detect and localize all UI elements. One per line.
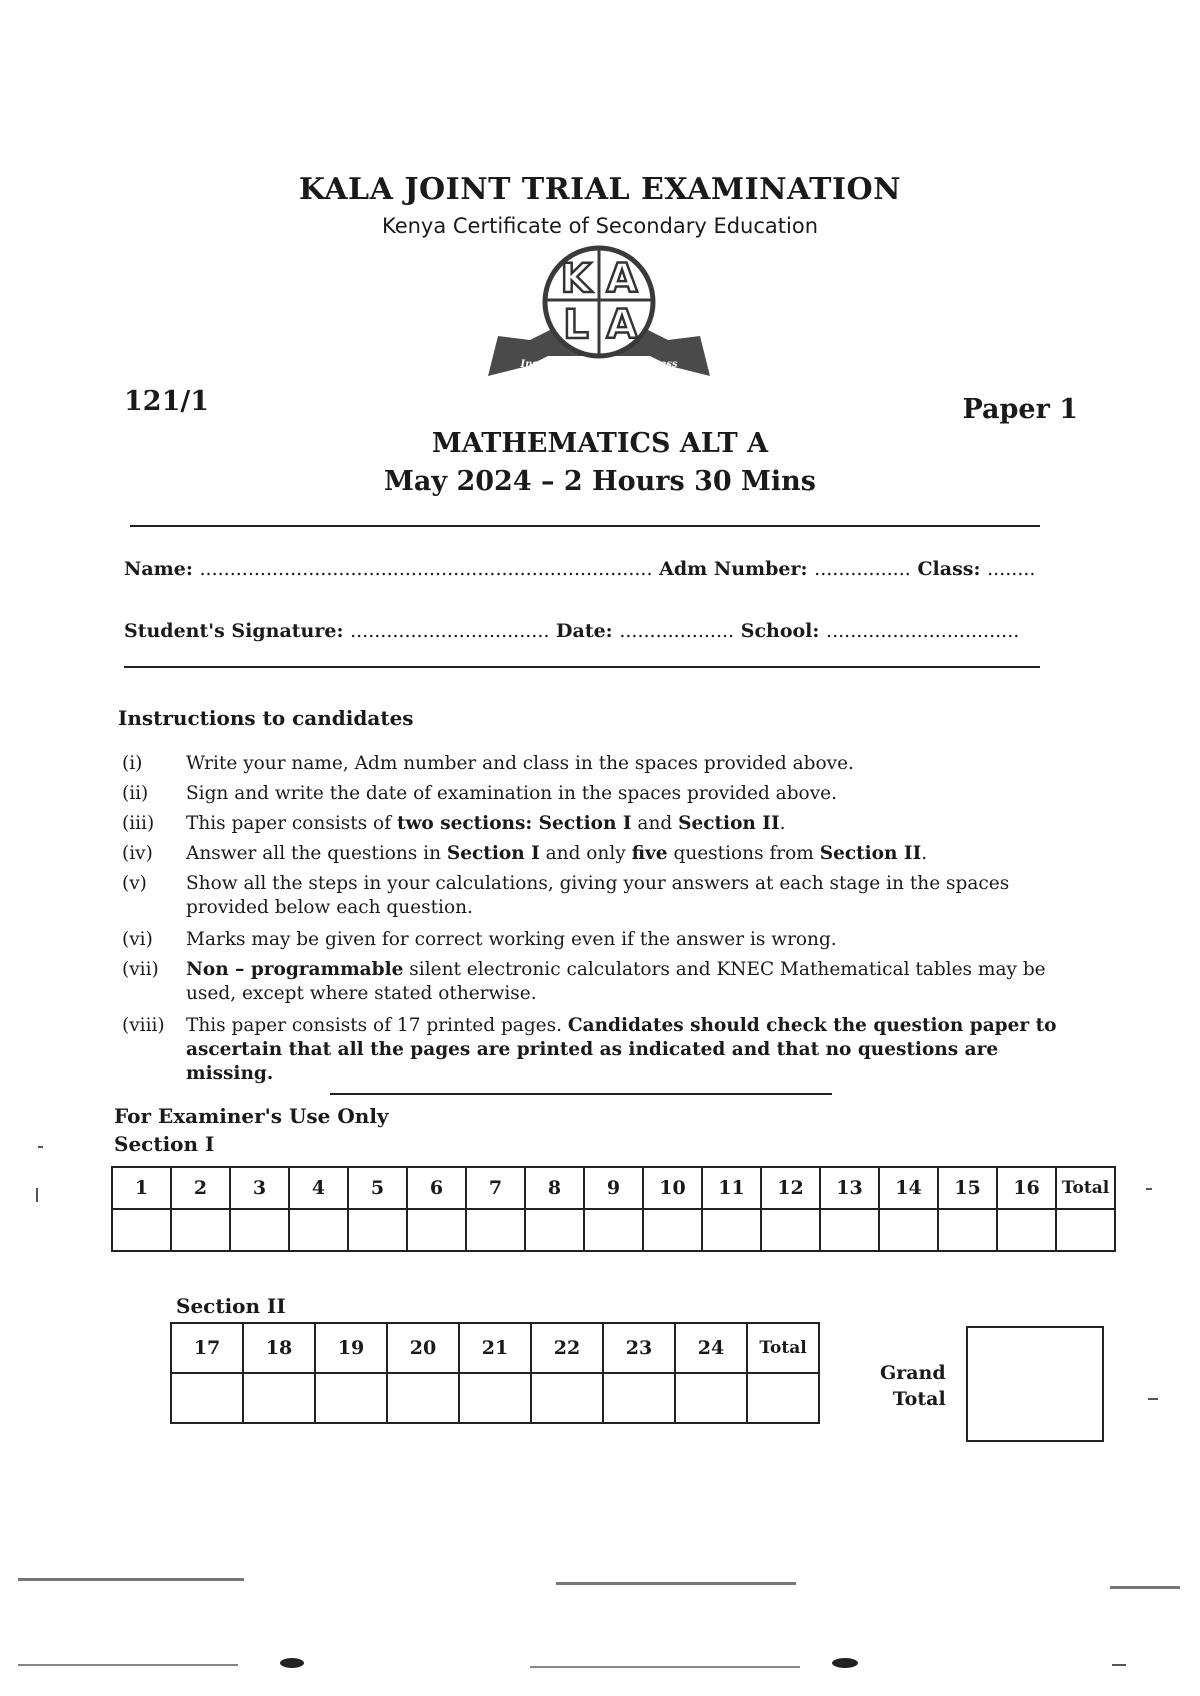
section1-header-cell: 7 bbox=[466, 1167, 525, 1209]
section1-header-cell: Total bbox=[1056, 1167, 1115, 1209]
school-field[interactable]: ................................ bbox=[826, 620, 1020, 642]
section1-score-cell[interactable] bbox=[643, 1209, 702, 1251]
section2-header-cell: 19 bbox=[315, 1323, 387, 1373]
section2-score-cell[interactable] bbox=[171, 1373, 243, 1423]
date-label: Date: bbox=[556, 620, 613, 642]
section1-score-cell[interactable] bbox=[230, 1209, 289, 1251]
paper-number: Paper 1 bbox=[962, 394, 1078, 425]
section2-header-cell: 18 bbox=[243, 1323, 315, 1373]
section1-header-cell: 11 bbox=[702, 1167, 761, 1209]
instruction-number: (vi) bbox=[122, 929, 153, 950]
instructions-heading: Instructions to candidates bbox=[118, 706, 414, 730]
section1-score-cell[interactable] bbox=[702, 1209, 761, 1251]
logo-letter: K bbox=[560, 256, 592, 302]
section1-header-cell: 1 bbox=[112, 1167, 171, 1209]
adm-label: Adm Number: bbox=[659, 558, 808, 580]
subject-title: MATHEMATICS ALT A bbox=[431, 428, 769, 459]
instruction-number: (i) bbox=[122, 753, 143, 774]
section2-score-cell[interactable] bbox=[603, 1373, 675, 1423]
paper-code: 121/1 bbox=[124, 386, 210, 417]
signature-field[interactable]: ................................. bbox=[350, 620, 550, 642]
scan-speck bbox=[530, 1666, 800, 1668]
signature-label: Student's Signature: bbox=[124, 620, 344, 642]
name-row bbox=[124, 558, 1035, 580]
scan-speck bbox=[18, 1578, 244, 1581]
section2-score-cell[interactable] bbox=[459, 1373, 531, 1423]
logo-letter: A bbox=[606, 256, 638, 302]
class-label: Class: bbox=[917, 558, 981, 580]
section2-header-cell: 17 bbox=[171, 1323, 243, 1373]
instruction-number: (vii) bbox=[122, 959, 159, 980]
grand-total-label bbox=[880, 1360, 946, 1412]
scan-speck bbox=[1146, 1188, 1152, 1190]
grand-total-box[interactable] bbox=[966, 1326, 1104, 1442]
section1-score-cell[interactable] bbox=[171, 1209, 230, 1251]
kala-logo bbox=[488, 244, 710, 382]
section1-header-cell: 13 bbox=[820, 1167, 879, 1209]
instruction-number: (ii) bbox=[122, 783, 149, 804]
exam-title: KALA JOINT TRIAL EXAMINATION bbox=[298, 172, 902, 207]
section1-score-cell[interactable] bbox=[879, 1209, 938, 1251]
section2-score-cell[interactable] bbox=[531, 1373, 603, 1423]
section1-score-cell[interactable] bbox=[820, 1209, 879, 1251]
section1-score-cell[interactable] bbox=[289, 1209, 348, 1251]
section2-header-cell: 22 bbox=[531, 1323, 603, 1373]
section1-header-cell: 10 bbox=[643, 1167, 702, 1209]
section1-header-cell: 8 bbox=[525, 1167, 584, 1209]
section2-score-cell[interactable] bbox=[387, 1373, 459, 1423]
section1-header-cell: 14 bbox=[879, 1167, 938, 1209]
section1-score-cell[interactable] bbox=[112, 1209, 171, 1251]
instruction-text: Show all the steps in your calculations, giving your answers at each stage in the spaces provided below each question. bbox=[186, 873, 1010, 918]
scan-speck bbox=[832, 1658, 858, 1668]
instruction-text: This paper consists of 17 printed pages. Candidates should check the question paper to ascertain that all the pages are printed as indicated and that no questions are missing. bbox=[186, 1015, 1057, 1084]
section1-score-cell[interactable] bbox=[348, 1209, 407, 1251]
logo-motto: Inspiring Academic Success bbox=[520, 359, 678, 370]
section1-header-cell: 12 bbox=[761, 1167, 820, 1209]
examiner-heading: For Examiner's Use Only bbox=[114, 1104, 389, 1128]
section2-score-table bbox=[170, 1322, 820, 1424]
divider bbox=[124, 666, 1040, 668]
divider bbox=[330, 1093, 832, 1095]
scan-speck bbox=[556, 1582, 796, 1585]
section1-header-cell: 9 bbox=[584, 1167, 643, 1209]
instruction-number: (viii) bbox=[122, 1015, 165, 1036]
name-field[interactable]: ........................................................................... bbox=[199, 558, 653, 580]
instruction-text: Answer all the questions in Section I and only five questions from Section II. bbox=[186, 843, 928, 864]
section1-score-cell[interactable] bbox=[584, 1209, 643, 1251]
scan-speck bbox=[18, 1664, 238, 1666]
section2-score-cell[interactable] bbox=[315, 1373, 387, 1423]
section1-header-cell: 4 bbox=[289, 1167, 348, 1209]
date-field[interactable]: ................... bbox=[619, 620, 735, 642]
instruction-number: (v) bbox=[122, 873, 147, 894]
section1-score-cell[interactable] bbox=[466, 1209, 525, 1251]
certificate-title: Kenya Certificate of Secondary Education bbox=[381, 214, 819, 238]
scan-speck bbox=[1148, 1398, 1158, 1400]
grand-total-label-line: Grand bbox=[880, 1362, 946, 1384]
section2-header-cell: 20 bbox=[387, 1323, 459, 1373]
scan-speck bbox=[280, 1658, 304, 1668]
grand-total-label-line: Total bbox=[892, 1388, 946, 1410]
instruction-text: Marks may be given for correct working even if the answer is wrong. bbox=[186, 929, 837, 950]
section2-score-cell[interactable] bbox=[243, 1373, 315, 1423]
section1-header-cell: 6 bbox=[407, 1167, 466, 1209]
instruction-number: (iii) bbox=[122, 813, 155, 834]
name-label: Name: bbox=[124, 558, 193, 580]
section1-header-cell: 15 bbox=[938, 1167, 997, 1209]
section1-score-cell[interactable] bbox=[1056, 1209, 1115, 1251]
class-field[interactable]: ........ bbox=[987, 558, 1036, 580]
section1-score-cell[interactable] bbox=[997, 1209, 1056, 1251]
scan-speck bbox=[36, 1188, 38, 1202]
signature-row bbox=[124, 620, 1019, 642]
instruction-text: This paper consists of two sections: Section I and Section II. bbox=[186, 813, 786, 834]
section2-header-cell: 23 bbox=[603, 1323, 675, 1373]
logo-letter: L bbox=[563, 302, 589, 348]
scan-speck bbox=[1110, 1586, 1180, 1589]
section2-score-cell[interactable] bbox=[747, 1373, 819, 1423]
adm-field[interactable]: ................ bbox=[814, 558, 911, 580]
instruction-number: (iv) bbox=[122, 843, 153, 864]
divider bbox=[130, 525, 1040, 527]
section1-score-cell[interactable] bbox=[525, 1209, 584, 1251]
scan-speck bbox=[1112, 1664, 1126, 1666]
section2-score-cell[interactable] bbox=[675, 1373, 747, 1423]
instruction-text: Non – programmable silent electronic calculators and KNEC Mathematical tables may be used, except where stated otherwise. bbox=[186, 959, 1046, 1004]
instruction-text: Write your name, Adm number and class in the spaces provided above. bbox=[186, 753, 854, 774]
section1-score-table bbox=[111, 1166, 1116, 1252]
section2-header-cell: 24 bbox=[675, 1323, 747, 1373]
section1-score-cell[interactable] bbox=[407, 1209, 466, 1251]
logo-letter: A bbox=[606, 302, 638, 348]
section2-label: Section II bbox=[176, 1294, 286, 1318]
scan-speck bbox=[38, 1146, 43, 1148]
section1-score-cell[interactable] bbox=[761, 1209, 820, 1251]
section1-header-cell: 3 bbox=[230, 1167, 289, 1209]
school-label: School: bbox=[740, 620, 820, 642]
section2-header-cell: Total bbox=[747, 1323, 819, 1373]
section1-header-cell: 2 bbox=[171, 1167, 230, 1209]
section1-label: Section I bbox=[114, 1132, 215, 1156]
section1-score-cell[interactable] bbox=[938, 1209, 997, 1251]
section1-header-cell: 5 bbox=[348, 1167, 407, 1209]
section2-header-cell: 21 bbox=[459, 1323, 531, 1373]
section1-header-cell: 16 bbox=[997, 1167, 1056, 1209]
exam-date-duration: May 2024 – 2 Hours 30 Mins bbox=[383, 466, 817, 497]
instruction-text: Sign and write the date of examination in the spaces provided above. bbox=[186, 783, 837, 804]
